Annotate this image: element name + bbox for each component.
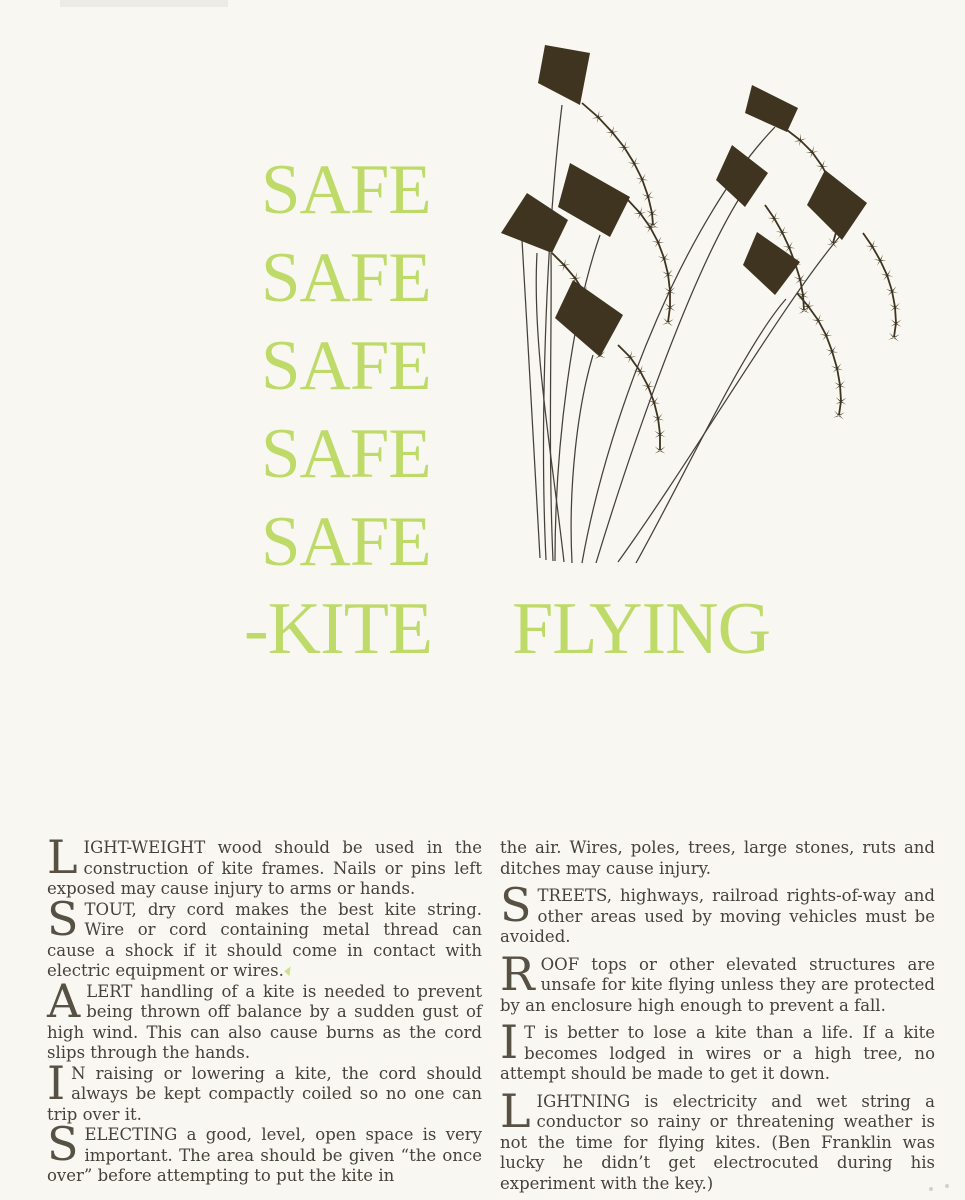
drop-cap: R [500, 946, 535, 1001]
kite [501, 193, 568, 253]
safety-paragraph [47, 1117, 482, 1187]
scan-artifact-strip [60, 0, 228, 7]
paragraph-text: LERT handling of a kite is needed to prevent being thrown off balance by a sudden gust of high wind. This can also cause burns as the cord slips through the hands. [47, 981, 482, 1062]
kite-flying-title-right: FLYING [512, 588, 771, 670]
drop-cap: A [47, 973, 81, 1028]
paragraph-text: IGHT-WEIGHT wood should be used in the construction of kite frames. Nails or pins left exposed may cause injury to arms or hands. [47, 838, 482, 898]
safety-paragraph [47, 891, 482, 982]
safe-title-line: SAFE [261, 503, 431, 581]
safe-title-line: SAFE [261, 327, 431, 405]
kite [538, 45, 590, 105]
paragraph-text: T is better to lose a kite than a life. If a kite becomes lodged in wires or a high tree, no attempt should be made to get it down. [500, 1023, 935, 1083]
safe-title-line: SAFE [261, 151, 431, 229]
paragraph-text: ELECTING a good, level, open space is very important. The area should be given “the once over” before attempting to put the kite in [47, 1125, 482, 1185]
safety-paragraph [500, 1015, 935, 1085]
paragraph-text: the air. Wires, poles, trees, large stones, ruts and ditches may cause injury. [500, 838, 935, 878]
drop-cap: I [500, 1015, 519, 1069]
scan-artifact-dot [929, 1187, 933, 1191]
scan-artifact-dot [945, 1184, 949, 1188]
kites-on-strings-illustration [460, 15, 965, 600]
safety-paragraph [47, 973, 482, 1064]
safety-paragraph [500, 946, 935, 1017]
kite-flying-title [244, 588, 771, 670]
safety-text-columns [47, 830, 935, 1200]
kite [555, 280, 623, 357]
safety-paragraph [47, 1055, 482, 1126]
kite [807, 170, 867, 240]
safe-title-block [261, 146, 431, 586]
safe-title-line: SAFE [261, 239, 431, 317]
kite [743, 232, 800, 295]
safety-paragraph [500, 838, 935, 879]
drop-cap: S [47, 891, 79, 946]
safety-paragraph [500, 1083, 935, 1195]
safety-paragraph [500, 878, 935, 948]
left-column [47, 830, 482, 1200]
kite-flying-title-left: -KITE [244, 588, 433, 670]
drop-cap: L [500, 1083, 531, 1138]
kite [716, 145, 768, 207]
kite [745, 85, 798, 132]
drop-cap: L [47, 830, 78, 884]
paragraph-text: N raising or lowering a kite, the cord should always be kept compactly coiled so no one can trip over it. [47, 1063, 482, 1124]
safe-title-line: SAFE [261, 415, 431, 493]
right-column [500, 838, 935, 1200]
paragraph-text: TOUT, dry cord makes the best kite string. Wire or cord containing metal thread can cause a shock if it should come in contact with electric equipment or wires. [47, 899, 482, 980]
paragraph-text: TREETS, highways, railroad rights-of-way and other areas used by moving vehicles must be avoided. [500, 886, 935, 946]
drop-cap: S [47, 1117, 79, 1171]
kite [558, 163, 630, 237]
safety-paragraph [47, 830, 482, 900]
drop-cap: S [500, 878, 532, 932]
drop-cap: I [47, 1055, 66, 1110]
paragraph-text: OOF tops or other elevated structures are unsafe for kite flying unless they are protected by an enclosure high enough to prevent a fall. [500, 954, 935, 1015]
paragraph-text: IGHTNING is electricity and wet string a conductor so rainy or threatening weather is not the time for flying kites. (Ben Franklin was lucky he didn’t get electrocuted during his experiment with the key.) [500, 1091, 935, 1193]
